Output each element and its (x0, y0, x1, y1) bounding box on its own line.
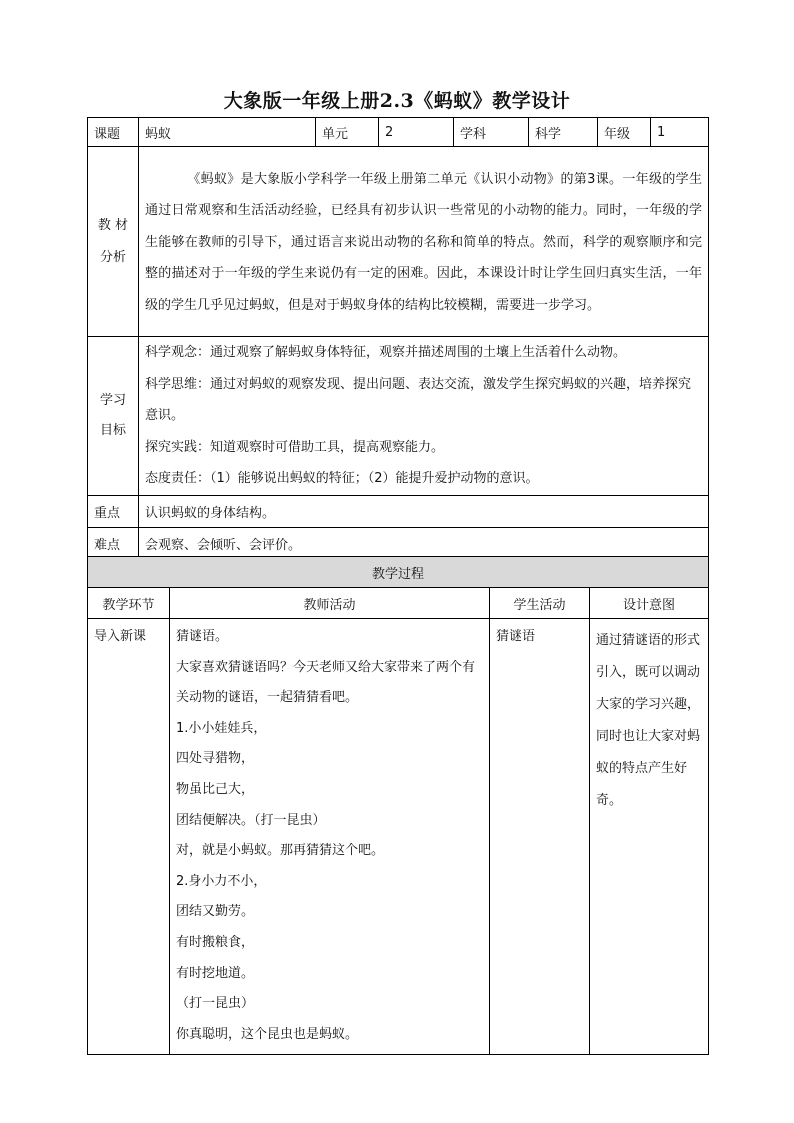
goals-label (88, 337, 139, 496)
goal-item: 科学思维：通过对蚂蚁的观察发现、提出问题、表达交流，激发学生探究蚂蚁的兴趣，培养探究意识。 (145, 376, 692, 423)
student-activity-cell: 猜谜语 (490, 619, 590, 1055)
process-column-headers (88, 588, 709, 619)
goal-item: 科学观念：通过观察了解蚂蚁身体特征，观察并描述周围的土壤上生活着什么动物。 (145, 345, 627, 360)
topic-label: 课题 (88, 118, 139, 147)
teacher-line: 大家喜欢猜谜语吗？今天老师又给大家带来了两个有关动物的谜语，一起猜猜看吧。 (176, 659, 476, 706)
teacher-line: 团结便解决。（打一昆虫） (176, 812, 326, 828)
teaching-process-table (87, 556, 709, 1055)
process-row-intro (88, 619, 709, 1055)
goals-label-line-2: 目标 (99, 422, 126, 438)
goal-item: 探究实践：知道观察时可借助工具，提高观察能力。 (145, 439, 445, 455)
design-intent-cell (590, 619, 709, 1055)
document-title: 大象版一年级上册2.3《蚂蚁》教学设计 (223, 90, 571, 112)
column-header-intent: 设计意图 (590, 588, 709, 619)
goal-item: 态度责任：（1）能够说出蚂蚁的特征；（2）能提升爱护动物的意识。 (145, 471, 539, 486)
analysis-label-line-2: 分析 (99, 249, 126, 265)
topic-value: 蚂蚁 (139, 118, 316, 147)
subject-value: 科学 (529, 118, 598, 147)
process-header-row (88, 557, 709, 588)
teacher-line: 猜谜语。 (176, 629, 229, 644)
grade-label: 年级 (598, 118, 651, 147)
design-intent-text: 通过猜谜语的形式引入，既可以调动大家的学习兴趣，同时也让大家对蚂蚁的特点产生好奇。 (596, 633, 701, 808)
teacher-line: 对，就是小蚂蚁。那再猜猜这个吧。 (176, 843, 385, 859)
key-point-row (88, 495, 709, 527)
teacher-line: 物虽比己大， (176, 781, 255, 797)
teacher-line: 你真聪明，这个昆虫也是蚂蚁。 (176, 1026, 359, 1042)
column-header-teacher: 教师活动 (170, 588, 490, 619)
stage-cell: 导入新课 (88, 619, 170, 1055)
difficulty-label: 难点 (88, 527, 139, 559)
grade-value: 1 (651, 118, 709, 147)
teacher-line: （打一昆虫） (176, 996, 255, 1012)
teacher-line: 1.小小娃娃兵， (176, 720, 267, 736)
key-point-label: 重点 (88, 495, 139, 527)
goals-list (139, 337, 709, 496)
difficulty-text: 会观察、会倾听、会评价。 (139, 527, 709, 559)
info-row (88, 118, 709, 147)
teacher-line: 2.身小力不小， (176, 873, 267, 889)
teacher-line: 有时挖地道。 (176, 965, 255, 981)
analysis-label (88, 147, 139, 337)
unit-value: 2 (379, 118, 454, 147)
lesson-info-table (87, 117, 709, 560)
column-header-stage: 教学环节 (88, 588, 170, 619)
teacher-line: 有时搬粮食， (176, 934, 255, 950)
teacher-activity-cell (170, 619, 490, 1055)
analysis-text-cell (139, 147, 709, 337)
key-point-text: 认识蚂蚁的身体结构。 (139, 495, 709, 527)
subject-label: 学科 (454, 118, 529, 147)
goals-label-line-1: 学习 (99, 392, 126, 408)
teacher-line: 四处寻猎物， (176, 751, 255, 767)
unit-label: 单元 (316, 118, 379, 147)
difficulty-row (88, 527, 709, 559)
analysis-label-line-1: 教 材 (97, 217, 129, 233)
process-header: 教学过程 (88, 557, 709, 588)
goals-row (88, 337, 709, 496)
column-header-student: 学生活动 (490, 588, 590, 619)
analysis-text: 《蚂蚁》是大象版小学科学一年级上册第二单元《认识小动物》的第3课。一年级的学生通过日常观察和生活活动经验，已经具有初步认识一些常见的小动物的能力。同时，一年级的学生能够在教师的引导下，通过语言来说出动物的名称和简单的特点。然而，科学的观察顺序和完整的描述对于一年级的学生来说仍有一定的困难。因此，本课设计时让学生回归真实生活，一年级的学生几乎见过蚂蚁，但是对于蚂蚁身体的结构比较模糊，需要进一步学习。 (145, 171, 702, 313)
analysis-row (88, 147, 709, 337)
teacher-line: 团结又勤劳。 (176, 904, 255, 920)
